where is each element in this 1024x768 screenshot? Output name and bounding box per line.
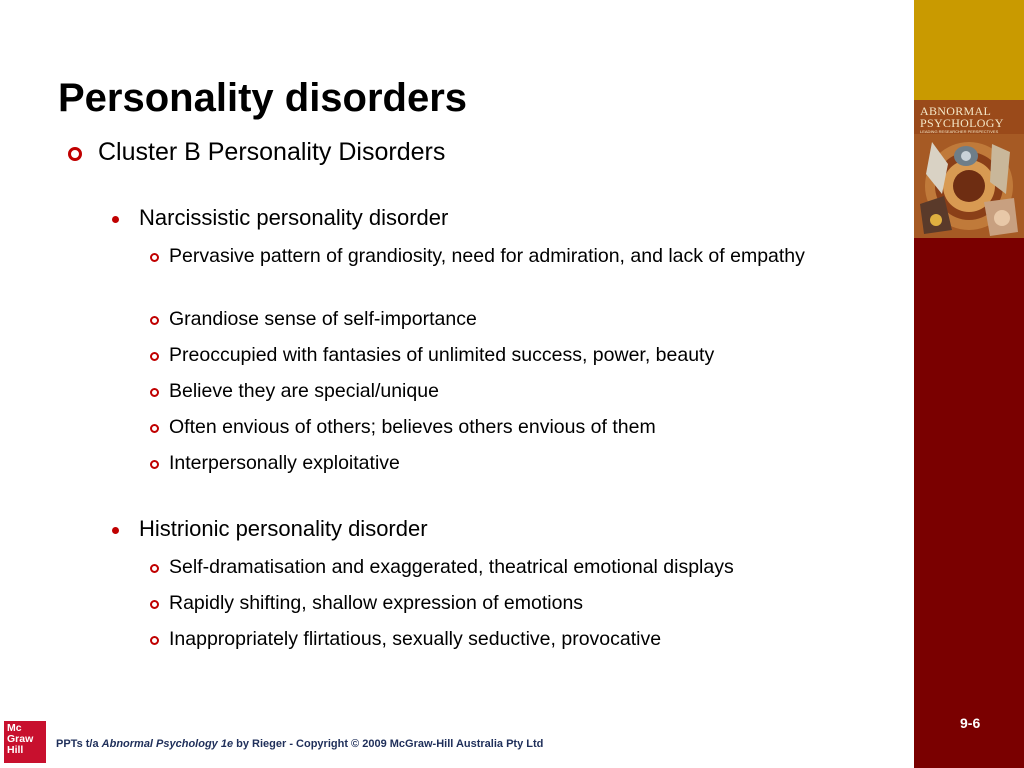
logo-line: Graw: [7, 733, 34, 745]
logo-line: Hill: [7, 744, 24, 756]
list-item: [150, 306, 840, 333]
ring-bullet-icon: [68, 147, 82, 161]
footer-suffix: by Rieger - Copyright © 2009 McGraw-Hill Australia Pty Ltd: [233, 738, 544, 750]
book-cover-title-line: ABNORMAL: [920, 104, 992, 118]
footer-prefix: PPTs t/a: [56, 738, 102, 750]
list-item: [150, 378, 840, 405]
group-heading-histrionic: [112, 516, 428, 542]
group-heading-text: Narcissistic personality disorder: [139, 205, 449, 230]
book-cover-art-icon: [914, 134, 1024, 238]
list-item-text: Inappropriately flirtatious, sexually seductive, provocative: [169, 628, 662, 650]
book-cover-title: [920, 105, 1024, 129]
ring-bullet-icon: [150, 600, 159, 609]
book-cover-title-line: PSYCHOLOGY: [920, 116, 1004, 130]
list-item-text: Preoccupied with fantasies of unlimited success, power, beauty: [169, 344, 715, 366]
section-heading: [68, 138, 445, 167]
list-item: [150, 243, 840, 270]
ring-bullet-icon: [150, 316, 159, 325]
ring-bullet-icon: [150, 564, 159, 573]
list-item-text: Self-dramatisation and exaggerated, theatrical emotional displays: [169, 556, 734, 578]
sidebar: [914, 0, 1024, 768]
ring-bullet-icon: [150, 253, 159, 262]
ring-bullet-icon: [150, 636, 159, 645]
list-item: [150, 590, 840, 617]
list-item-text: Often envious of others; believes others envious of them: [169, 416, 656, 438]
list-item-text: Pervasive pattern of grandiosity, need for admiration, and lack of empathy: [169, 245, 805, 267]
book-cover-subtitle: LEADING RESEARCHER PERSPECTIVES: [920, 129, 999, 134]
ring-bullet-icon: [150, 388, 159, 397]
mcgraw-hill-logo: [4, 721, 46, 763]
list-item: [150, 414, 840, 441]
group-heading-text: Histrionic personality disorder: [139, 516, 428, 541]
dot-bullet-icon: [112, 527, 119, 534]
list-item-text: Rapidly shifting, shallow expression of emotions: [169, 592, 584, 614]
list-item-text: Grandiose sense of self-importance: [169, 308, 477, 330]
sidebar-gold-band: [914, 0, 1024, 100]
ring-bullet-icon: [150, 460, 159, 469]
group-heading-narcissistic: [112, 205, 448, 231]
page-number: 9-6: [960, 715, 981, 731]
footer-copyright: [56, 738, 543, 750]
footer-book-title: Abnormal Psychology 1e: [101, 738, 234, 750]
ring-bullet-icon: [150, 424, 159, 433]
list-item-text: Believe they are special/unique: [169, 380, 439, 402]
list-item-text: Interpersonally exploitative: [169, 452, 400, 474]
ring-bullet-icon: [150, 352, 159, 361]
dot-bullet-icon: [112, 216, 119, 223]
logo-line: Mc: [7, 722, 22, 734]
section-heading-text: Cluster B Personality Disorders: [98, 138, 446, 166]
book-cover: [914, 100, 1024, 238]
list-item: [150, 450, 840, 477]
list-item: [150, 554, 840, 581]
list-item: [150, 626, 840, 653]
list-item: [150, 342, 840, 369]
slide-title: Personality disorders: [58, 76, 468, 120]
